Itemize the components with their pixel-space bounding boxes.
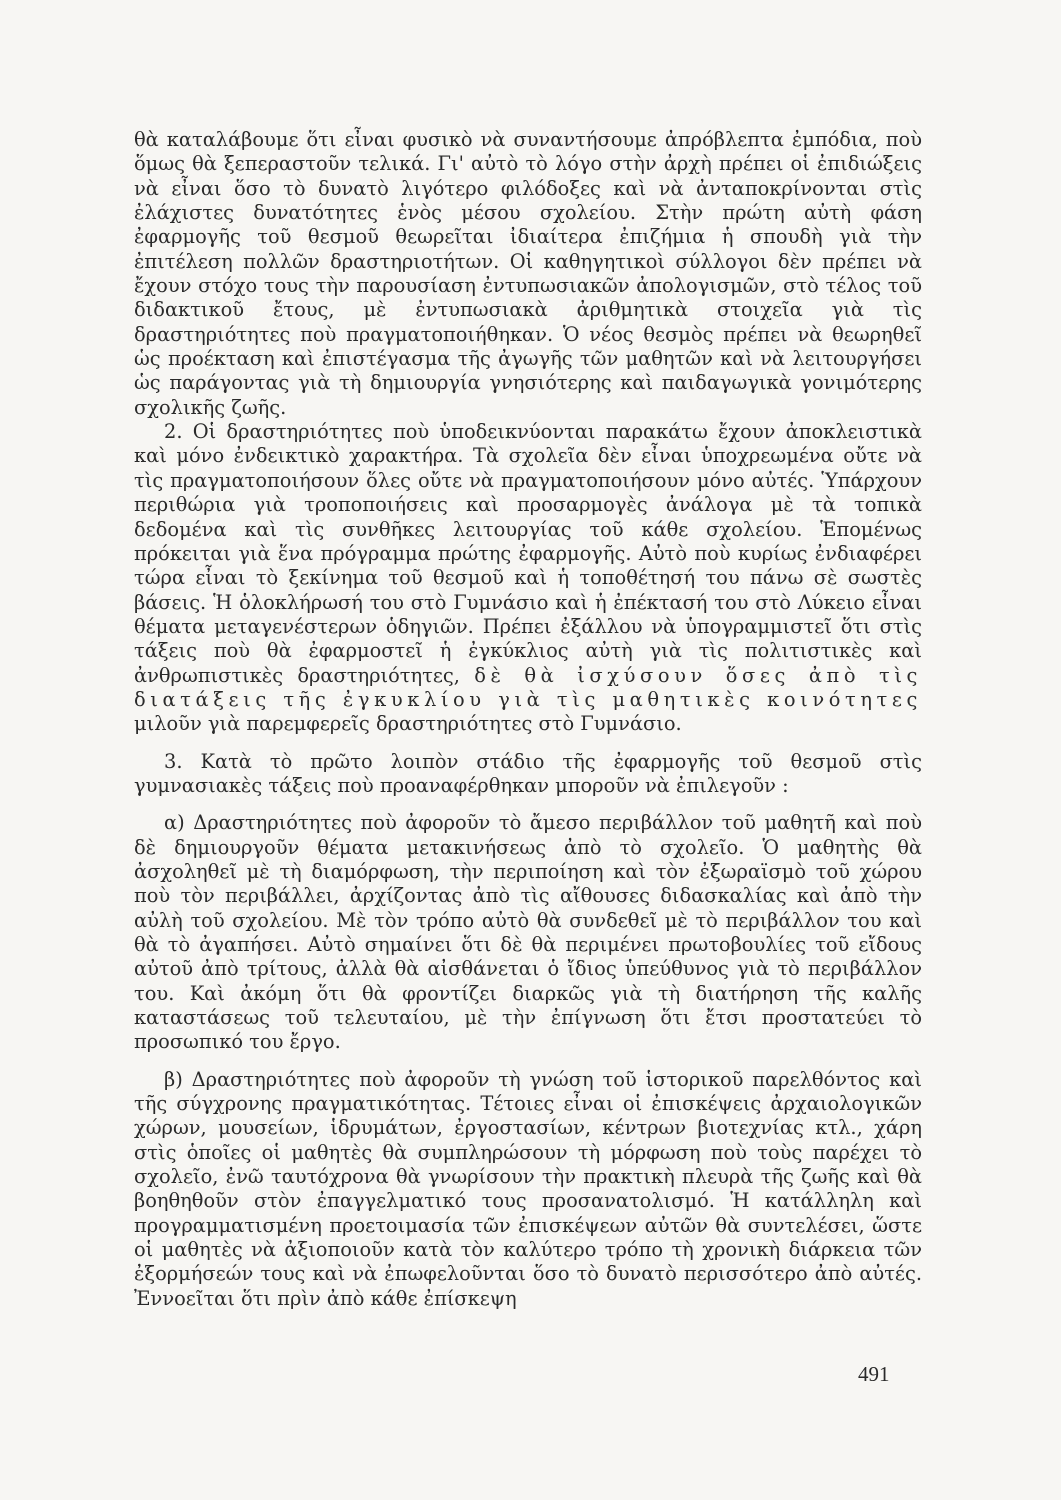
page-body: [134, 128, 922, 1311]
paragraph-2-spaced-emphasis: δὲ θὰ ἰσχύσουν ὅσες ἀπὸ τὶς διατάξεις τῆς ἐγκυκλίου γιὰ τὶς μαθητικὲς κοινότητες: [134, 663, 923, 711]
paragraph-3: 3. Κατὰ τὸ πρῶτο λοιπὸν στάδιο τῆς ἐφαρμογῆς τοῦ θεσμοῦ στὶς γυμνασιακὲς τάξεις ποὺ προαναφέρθηκαν μποροῦν νὰ ἐπιλεγοῦν :: [134, 749, 922, 797]
paragraph-continuation: θὰ καταλάβουμε ὅτι εἶναι φυσικὸ νὰ συναντήσουμε ἀπρόβλεπτα ἐμπόδια, ποὺ ὅμως θὰ ξεπεραστοῦν τελικά. Γι' αὐτὸ τὸ λόγο στὴν ἀρχὴ πρέπει οἱ ἐπιδιώξεις νὰ εἶναι ὅσο τὸ δυνατὸ λιγότερο φιλόδοξες καὶ νὰ ἀνταποκρίνονται στὶς ἐλάχιστες δυνατότητες ἑνὸς μέσου σχολείου. Στὴν πρώτη αὐτὴ φάση ἐφαρμογῆς τοῦ θεσμοῦ θεωρεῖται ἰδιαίτερα ἐπιζήμια ἡ σπουδὴ γιὰ τὴν ἐπιτέλεση πολλῶν δραστηριοτήτων. Οἱ καθηγητικοὶ σύλλογοι δὲν πρέπει νὰ ἔχουν στόχο τους τὴν παρουσίαση ἐντυπωσιακῶν ἀπολογισμῶν, στὸ τέλος τοῦ διδακτικοῦ ἔτους, μὲ ἐντυπωσιακὰ ἀριθμητικὰ στοιχεῖα γιὰ τὶς δραστηριότητες ποὺ πραγματοποιήθηκαν. Ὁ νέος θεσμὸς πρέπει νὰ θεωρηθεῖ ὡς προέκταση καὶ ἐπιστέγασμα τῆς ἀγωγῆς τῶν μαθητῶν καὶ νὰ λειτουργήσει ὡς παράγοντας γιὰ τὴ δημιουργία γνησιότερης καὶ παιδαγωγικὰ γονιμότερης σχολικῆς ζωῆς.: [134, 128, 922, 419]
paragraph-3b: β) Δραστηριότητες ποὺ ἀφοροῦν τὴ γνώση τοῦ ἱστορικοῦ παρελθόντος καὶ τῆς σύγχρονης πραγματικότητας. Τέτοιες εἶναι οἱ ἐπισκέψεις ἀρχαιολογικῶν χώρων, μουσείων, ἱδρυμάτων, ἐργοστασίων, κέντρων βιοτεχνίας κτλ., χάρη στὶς ὁποῖες οἱ μαθητὲς θὰ συμπληρώσουν τὴ μόρφωση ποὺ τοὺς παρέχει τὸ σχολεῖο, ἐνῶ ταυτόχρονα θὰ γνωρίσουν τὴν πρακτικὴ πλευρὰ τῆς ζωῆς καὶ θὰ βοηθηθοῦν στὸν ἐπαγγελματικό τους προσανατολισμό. Ἡ κατάλληλη καὶ προγραμματισμένη προετοιμασία τῶν ἐπισκέψεων αὐτῶν θὰ συντελέσει, ὥστε οἱ μαθητὲς νὰ ἀξιοποιοῦν κατὰ τὸν καλύτερο τρόπο τὴ χρονικὴ διάρκεια τῶν ἐξορμήσεών τους καὶ νὰ ἐπωφελοῦνται ὅσο τὸ δυνατὸ περισσότερο ἀπὸ αὐτές. Ἐννοεῖται ὅτι πρὶν ἀπὸ κάθε ἐπίσκεψη: [134, 1067, 922, 1310]
paragraph-2-tail: μιλοῦν γιὰ παρεμφερεῖς δραστηριότητες στὸ Γυμνάσιο.: [134, 712, 682, 736]
paragraph-2: [134, 420, 922, 736]
paragraph-2-text: 2. Οἱ δραστηριότητες ποὺ ὑποδεικνύονται παρακάτω ἔχουν ἀποκλειστικὰ καὶ μόνο ἐνδεικτικὸ χαρακτήρα. Τὰ σχολεῖα δὲν εἶναι ὑποχρεωμένα οὔτε νὰ τὶς πραγματοποιήσουν ὅλες οὔτε νὰ πραγματοποιήσουν μόνο αὐτές. Ὑπάρχουν περιθώρια γιὰ τροποποιήσεις καὶ προσαρμογὲς ἀνάλογα μὲ τὰ τοπικὰ δεδομένα καὶ τὶς συνθῆκες λειτουργίας τοῦ κάθε σχολείου. Ἑπομένως πρόκειται γιὰ ἕνα πρόγραμμα πρώτης ἐφαρμογῆς. Αὐτὸ ποὺ κυρίως ἐνδιαφέρει τώρα εἶναι τὸ ξεκίνημα τοῦ θεσμοῦ καὶ ἡ τοποθέτησή του πάνω σὲ σωστὲς βάσεις. Ἡ ὁλοκλήρωσή του στὸ Γυμνάσιο καὶ ἡ ἐπέκτασή του στὸ Λύκειο εἶναι θέματα μεταγενέστερων ὁδηγιῶν. Πρέπει ἐξάλλου νὰ ὑπογραμμιστεῖ ὅτι στὶς τάξεις ποὺ θὰ ἐφαρμοστεῖ ἡ ἐγκύκλιος αὐτὴ γιὰ τὶς πολιτιστικὲς καὶ ἀνθρωπιστικὲς δραστηριότητες,: [134, 420, 922, 687]
page-number: 491: [858, 1362, 890, 1386]
paragraph-3a: α) Δραστηριότητες ποὺ ἀφοροῦν τὸ ἄμεσο περιβάλλον τοῦ μαθητῆ καὶ ποὺ δὲ δημιουργοῦν θέματα μετακινήσεως ἀπὸ τὸ σχολεῖο. Ὁ μαθητὴς θὰ ἀσχοληθεῖ μὲ τὴ διαμόρφωση, τὴν περιποίηση καὶ τὸν ἐξωραϊσμὸ τοῦ χώρου ποὺ τὸν περιβάλλει, ἀρχίζοντας ἀπὸ τὶς αἴθουσες διδασκαλίας καὶ ἀπὸ τὴν αὐλὴ τοῦ σχολείου. Μὲ τὸν τρόπο αὐτὸ θὰ συνδεθεῖ μὲ τὸ περιβάλλον του καὶ θὰ τὸ ἀγαπήσει. Αὐτὸ σημαίνει ὅτι δὲ θὰ περιμένει πρωτοβουλίες τοῦ εἴδους αὐτοῦ ἀπὸ τρίτους, ἀλλὰ θὰ αἰσθάνεται ὁ ἴδιος ὑπεύθυνος γιὰ τὸ περιβάλλον του. Καὶ ἀκόμη ὅτι θὰ φροντίζει διαρκῶς γιὰ τὴ διατήρηση τῆς καλῆς καταστάσεως τοῦ τελευταίου, μὲ τὴν ἐπίγνωση ὅτι ἔτσι προστατεύει τὸ προσωπικό του ἔργο.: [134, 811, 922, 1054]
